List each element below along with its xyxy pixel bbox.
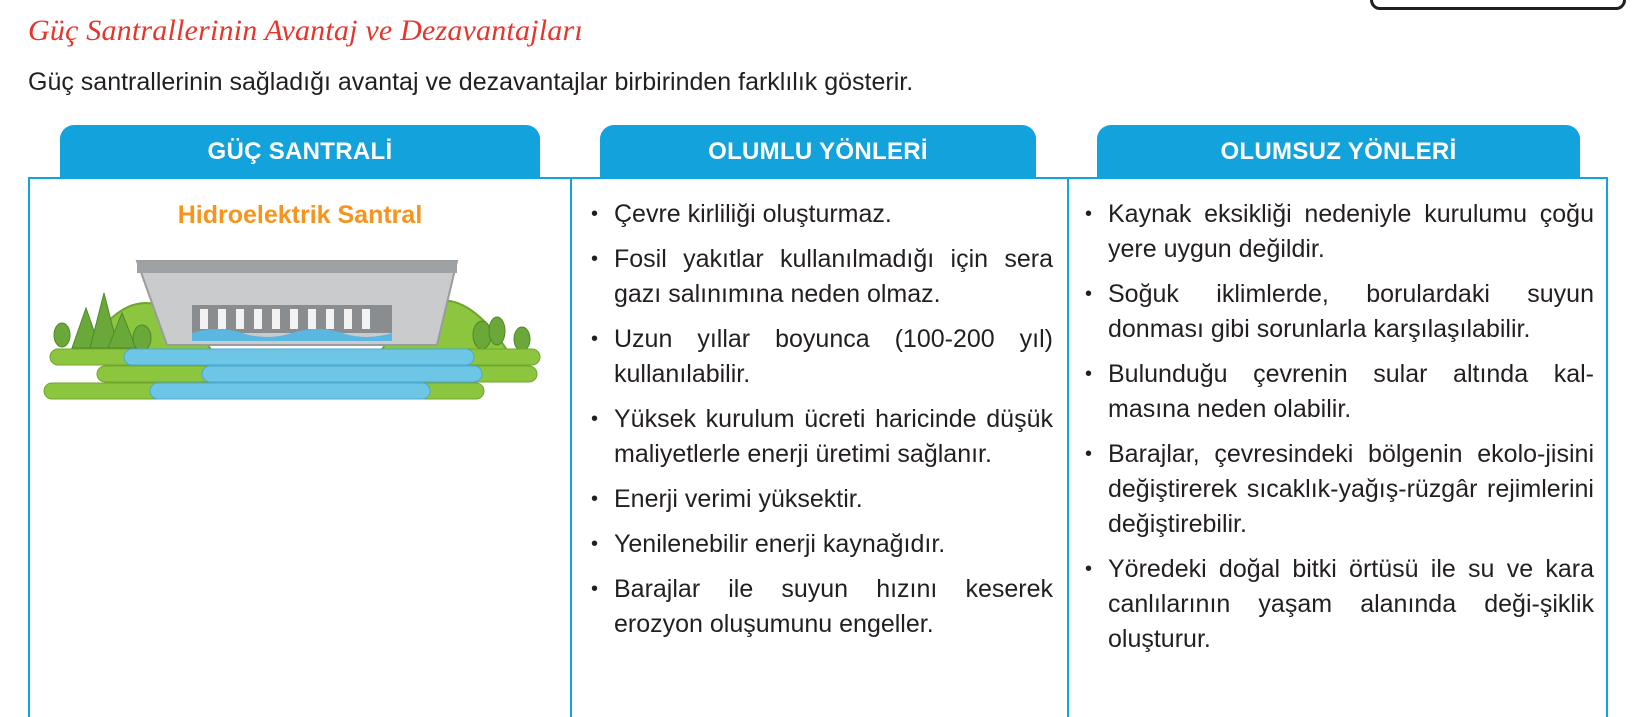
cons-item: • Barajlar, çevresindeki bölgenin ekolo-jisini değiştirerek sıcaklık-yağış-rüzgâr rejimlerini değiştirebilir. <box>1082 437 1594 542</box>
intro-text: Güç santrallerinin sağladığı avantaj ve dezavantajlar birbirinden farklılık gösterir. <box>28 68 914 96</box>
header-pros: OLUMLU YÖNLERİ <box>600 125 1036 178</box>
comparison-table <box>28 177 1608 717</box>
pros-list <box>588 197 1053 652</box>
plant-name: Hidroelektrik Santral <box>177 201 423 229</box>
cons-list <box>1082 197 1594 667</box>
pros-item: • Çevre kirliliği oluşturmaz. <box>588 197 1053 232</box>
header-cons: OLUMSUZ YÖNLERİ <box>1097 125 1580 178</box>
pros-item: • Fosil yakıtlar kullanılmadığı için sera gazı salınımına neden olmaz. <box>588 242 1053 312</box>
section-title: Güç Santrallerinin Avantaj ve Dezavantajları <box>28 14 583 47</box>
column-divider <box>570 179 572 717</box>
cons-item: • Soğuk iklimlerde, borulardaki suyun donması gibi sorunlarla karşılaşılabilir. <box>1082 277 1594 347</box>
cons-item: • Kaynak eksikliği nedeniyle kurulumu çoğu yere uygun değildir. <box>1082 197 1594 267</box>
pros-item: • Yenilenebilir enerji kaynağıdır. <box>588 527 1053 562</box>
hydroelectric-dam-illustration <box>42 253 548 403</box>
pros-item: • Yüksek kurulum ücreti haricinde düşük maliyetlerle enerji üretimi sağlanır. <box>588 402 1053 472</box>
pros-item: • Uzun yıllar boyunca (100-200 yıl) kullanılabilir. <box>588 322 1053 392</box>
header-power-plant: GÜÇ SANTRALİ <box>60 125 540 178</box>
corner-tab-decoration <box>1370 0 1626 10</box>
cons-item: • Yöredeki doğal bitki örtüsü ile su ve kara canlılarının yaşam alanında deği-şiklik oluşturur. <box>1082 552 1594 657</box>
cons-item: • Bulunduğu çevrenin sular altında kal-masına neden olabilir. <box>1082 357 1594 427</box>
pros-item: • Barajlar ile suyun hızını keserek erozyon oluşumunu engeller. <box>588 572 1053 642</box>
column-divider <box>1067 179 1069 717</box>
pros-item: • Enerji verimi yüksektir. <box>588 482 1053 517</box>
